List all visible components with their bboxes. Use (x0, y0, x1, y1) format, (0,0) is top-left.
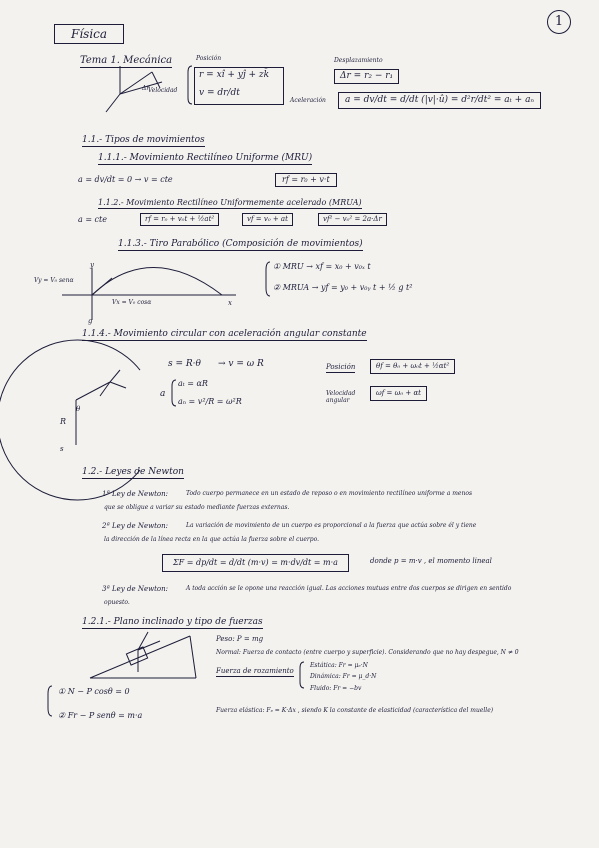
circle-angle-label: θ (76, 405, 81, 413)
force-weight: Peso: P = mg (216, 635, 264, 643)
inclined-plane-heading: 1.2.1.- Plano inclinado y tipo de fuerzas (82, 617, 263, 627)
newton-law3-line2: opuesto. (104, 599, 130, 606)
newton-law1-line1: Todo cuerpo permanece en un estado de reposo o en movimiento rectilíneo uniforme a menos (186, 490, 473, 497)
displacement-equation: Δr = r₂ − r₁ (334, 69, 399, 84)
position-equation: r = xî + yĵ + zk̂ (199, 70, 270, 80)
mrua-position-equation: rf = r₀ + v₀t + ½at² (140, 213, 219, 226)
topic-heading: Tema 1. Mecánica (80, 55, 173, 66)
tiro-x-label: x (228, 299, 232, 307)
newton-law1-title: 1ª Ley de Newton: (102, 490, 168, 498)
position-label: Posición (196, 55, 222, 62)
circular-motion-diagram (0, 340, 140, 500)
friction-static: Estática: Fr = μₑ·N (310, 662, 368, 669)
newton-law3-line1: A toda acción se le opone una reacción igual. Las acciones mutuas entre dos cuerpos se dirigen en sentido (186, 585, 512, 592)
newton-law3-title: 3ª Ley de Newton: (102, 585, 168, 593)
circle-arc-label: s (60, 445, 64, 453)
mrua-velocity-equation: vf = v₀ + at (242, 213, 293, 226)
mru-equation: rf = r₀ + v·t (275, 173, 337, 187)
tiro-mrua-equation: ② MRUA → yf = y₀ + v₀ᵧ t + ½ g t² (273, 283, 413, 292)
mrua-heading: 1.1.2.- Movimiento Rectilíneo Uniformemente acelerado (MRUA) (98, 198, 362, 207)
tiro-y-label: y (90, 261, 94, 269)
tiro-vx-label: Vx = V₀ cosα (112, 299, 152, 306)
velocity-label: Velocidad (148, 87, 178, 94)
friction-label: Fuerza de rozamiento (216, 667, 294, 675)
tiro-vy-label: Vy = V₀ senα (34, 277, 74, 284)
acceleration-equation: a = dv/dt = d/dt (|v|·û) = d²r/dt² = aₜ + aₙ (338, 92, 541, 109)
friction-dynamic: Dinámica: Fr = μ_d·N (310, 673, 377, 680)
circular-arc-length: s = R·θ (168, 359, 201, 369)
incline-equation-tangential: ② Fr − P senθ = m·a (58, 711, 143, 720)
velocity-equation: v = dr/dt (199, 88, 240, 98)
newton-law2-line2: la dirección de la línea recta en la que actúa la fuerza sobre el cuerpo. (104, 536, 319, 543)
circular-angular-velocity-equation: ωf = ω₀ + αt (370, 386, 427, 401)
force-elastic: Fuerza elástica: Fₑ = K·Δx , siendo K la constante de elasticidad (característica del muelle) (216, 707, 494, 714)
circular-velocity: → v = ω R (218, 359, 264, 369)
newton-law2-line1: La variación de movimiento de un cuerpo es proporcional a la fuerza que actúa sobre él y tiene (186, 522, 477, 529)
circular-position-label: Posición (326, 363, 356, 371)
circular-angular-velocity-label: Velocidad angular (326, 390, 356, 405)
friction-fluid: Fluido: Fr = −bv (310, 685, 362, 692)
circular-tangential-accel: aₜ = αR (178, 379, 208, 388)
displacement-label: Desplazamiento (334, 57, 383, 64)
tiro-g-label: g (88, 317, 93, 325)
coordinate-axes-sketch (106, 66, 162, 112)
projectile-diagram (62, 268, 236, 321)
force-normal: Normal: Fuerza de contacto (entre cuerpo y superficie). Considerando que no hay despegue, N ≠ 0 (216, 649, 519, 656)
mrua-acceleration: a = cte (78, 215, 107, 224)
circular-position-equation: θf = θ₀ + ω₀t + ½αt² (370, 359, 455, 374)
circular-accel-symbol: a (160, 389, 166, 399)
subject-title: Física (54, 24, 124, 44)
inclined-plane-diagram (90, 632, 196, 678)
tiro-mru-equation: ① MRU → xf = x₀ + v₀ₓ t (273, 262, 371, 271)
acceleration-label: Aceleración (290, 97, 326, 104)
circular-normal-accel: aₙ = v²/R = ω²R (178, 397, 242, 406)
section-1-1-heading: 1.1.- Tipos de movimientos (82, 135, 205, 145)
circle-radius-label: R (60, 417, 67, 426)
incline-equation-normal: ① N − P cosθ = 0 (58, 687, 130, 696)
circular-heading: 1.1.4.- Movimiento circular con aceleración angular constante (82, 329, 367, 339)
mrua-velocity-squared-equation: vf² − v₀² = 2a·Δr (318, 213, 387, 226)
newton-law2-equation: ΣF = dp/dt = d/dt (m·v) = m·dv/dt = m·a (162, 554, 349, 572)
vector-diagram-label: Δr (142, 85, 150, 92)
mru-acceleration: a = dv/dt = 0 → v = cte (78, 175, 173, 184)
newton-law1-line2: que se obligue a variar su estado mediante fuerzas externas. (104, 504, 290, 511)
tiro-heading: 1.1.3.- Tiro Parabólico (Composición de movimientos) (118, 239, 363, 249)
page-number: 1 (547, 10, 571, 34)
newton-heading: 1.2.- Leyes de Newton (82, 467, 184, 477)
newton-law2-title: 2ª Ley de Newton: (102, 522, 168, 530)
mru-heading: 1.1.1.- Movimiento Rectilíneo Uniforme (MRU) (98, 153, 313, 163)
newton-law2-note: donde p = m·v , el momento lineal (370, 557, 492, 565)
